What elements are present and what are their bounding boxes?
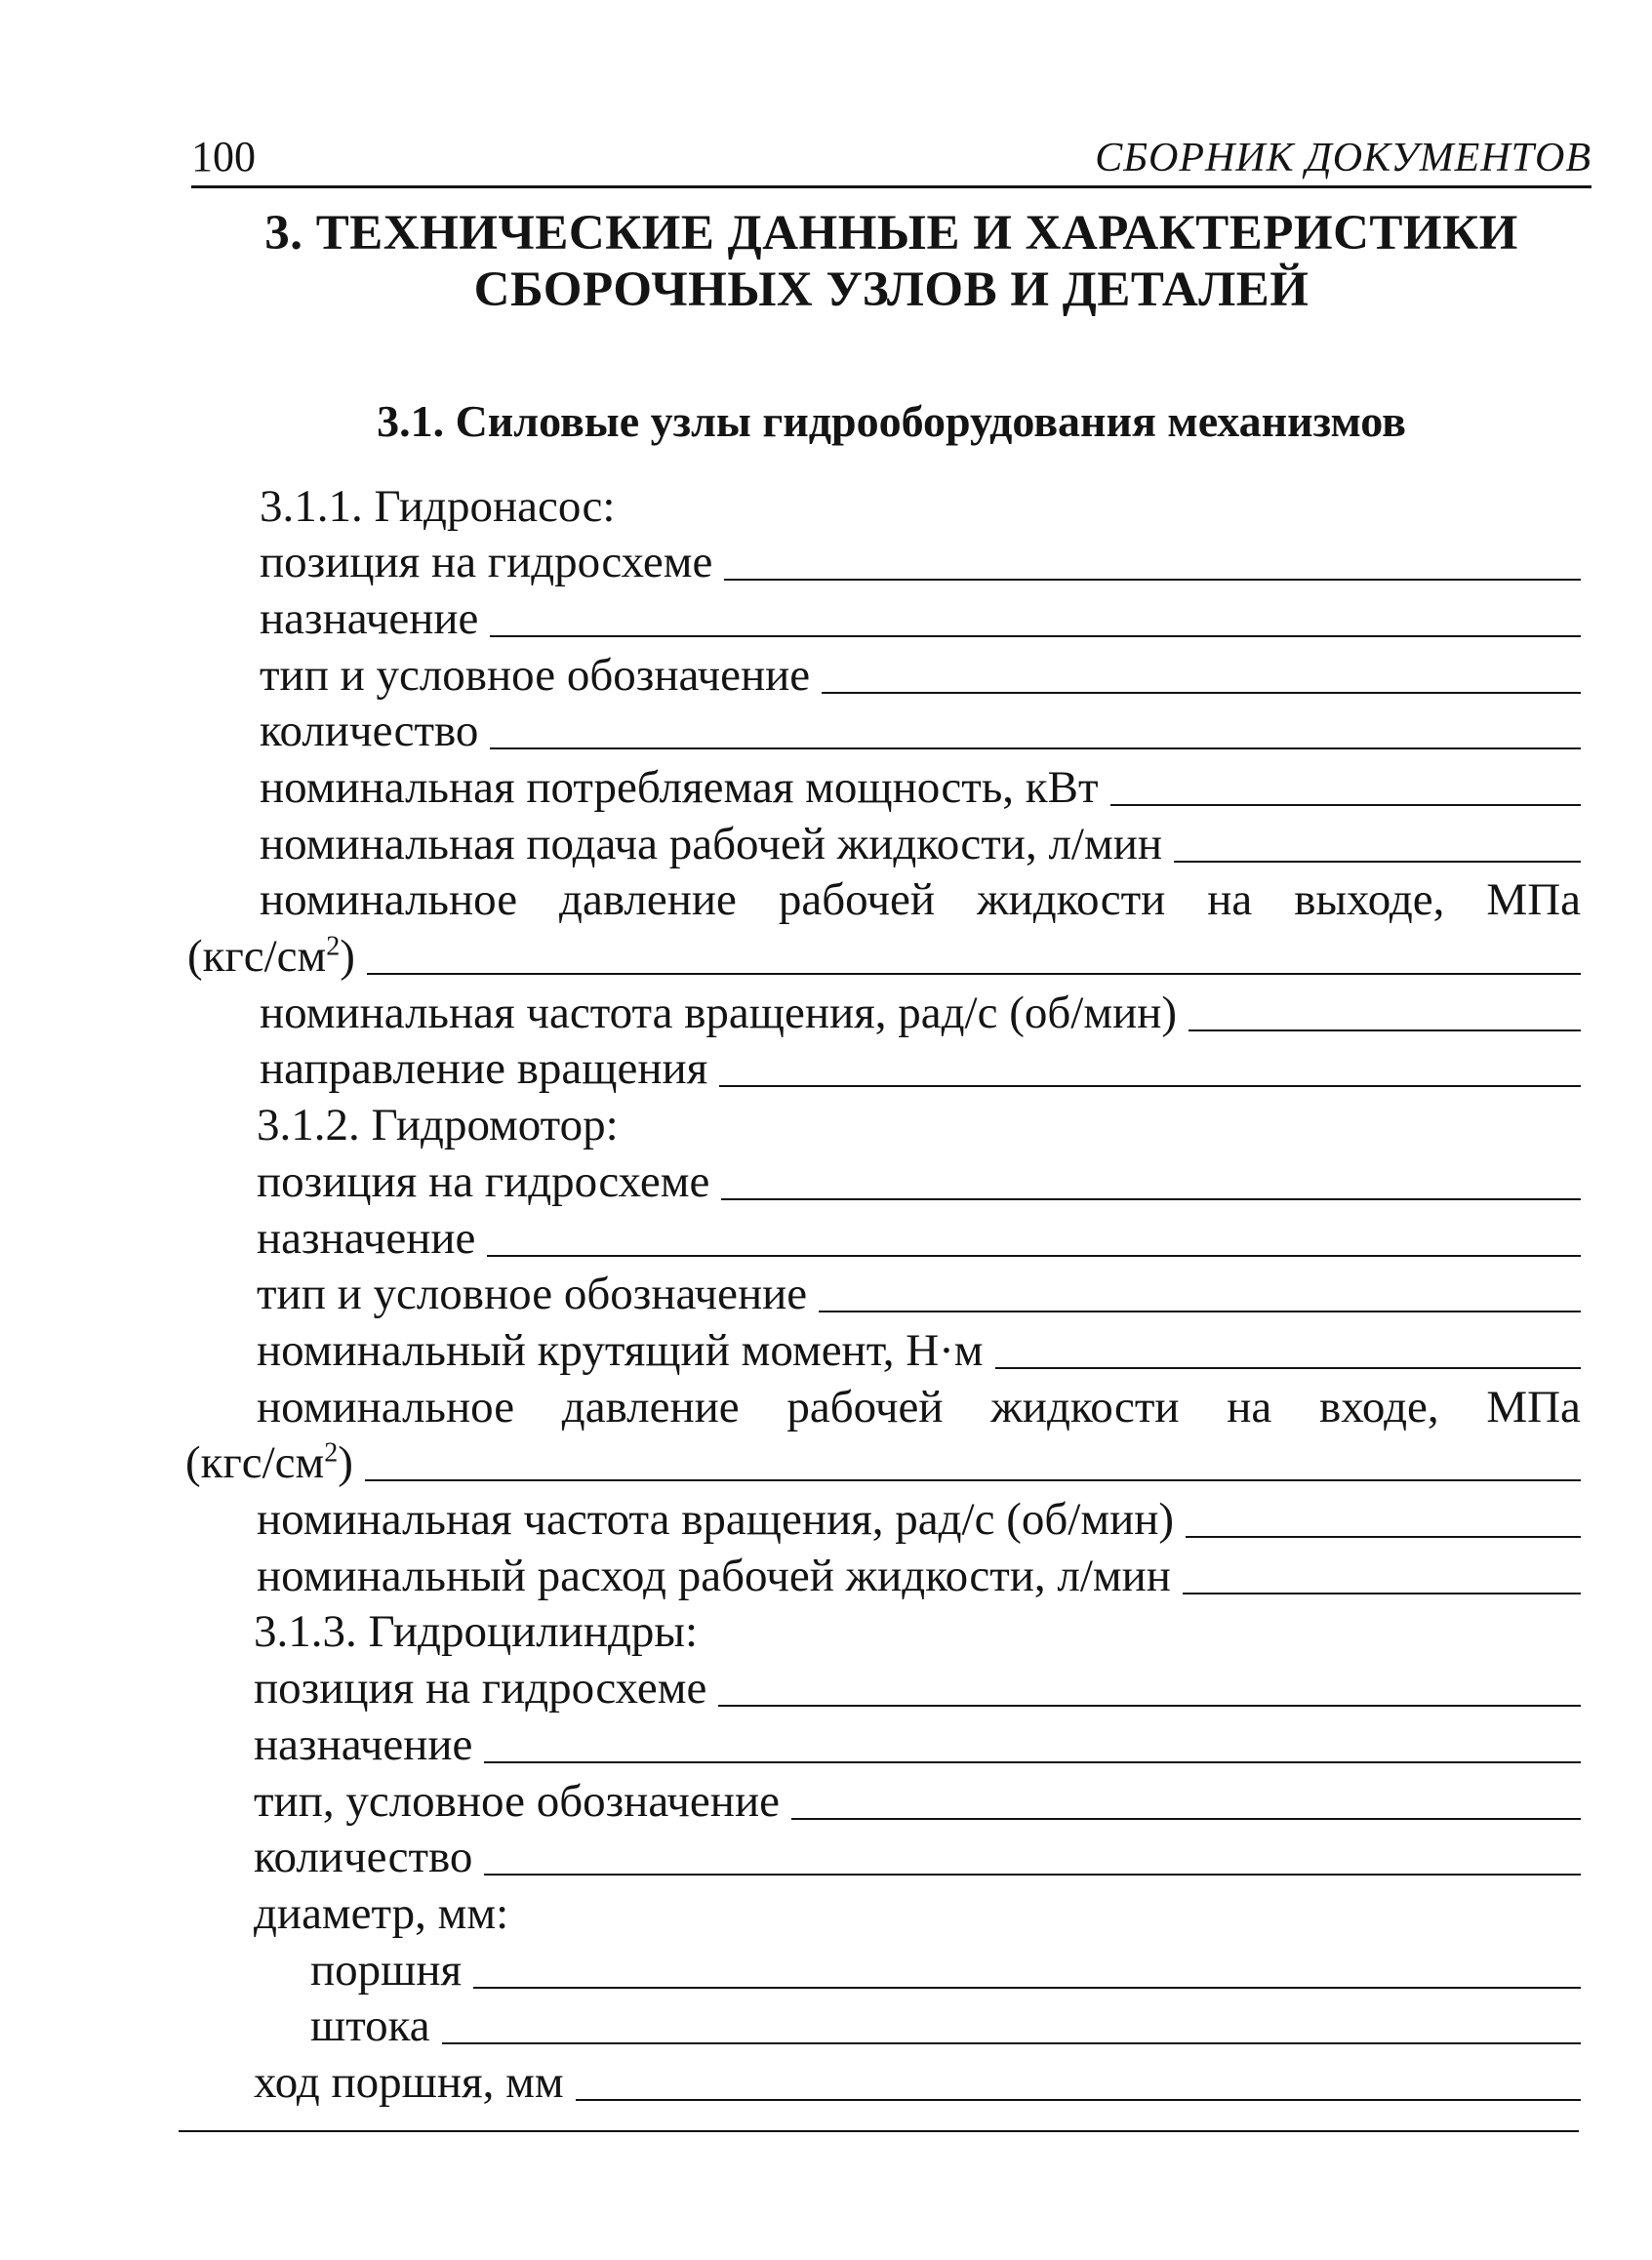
- cyl-diameter-label: диаметр, мм:: [254, 1888, 509, 1939]
- cyl-quantity-label: количество: [254, 1832, 473, 1882]
- pump-speed-line: [260, 985, 1581, 1039]
- motor-torque-line: [257, 1322, 1581, 1377]
- pump-purpose-line: [260, 590, 1581, 645]
- pump-pressure-word: рабочей: [778, 874, 936, 925]
- pump-pressure-word: на: [1207, 874, 1253, 925]
- pump-position-blank[interactable]: [724, 579, 1581, 581]
- pump-purpose-blank[interactable]: [490, 635, 1581, 637]
- chapter-title-line-1: 3. ТЕХНИЧЕСКИЕ ДАННЫЕ И ХАРАКТЕРИСТИКИ: [264, 206, 1518, 261]
- motor-torque-blank[interactable]: [995, 1367, 1581, 1369]
- motor-pressure-word: давление: [561, 1382, 740, 1433]
- motor-consumption-label: номинальный расход рабочей жидкости, л/мин: [257, 1551, 1171, 1601]
- motor-speed-label: номинальная частота вращения, рад/с (об/мин): [257, 1494, 1175, 1545]
- pump-pressure-line: [187, 928, 1581, 983]
- cyl-purpose-label: назначение: [254, 1719, 473, 1770]
- motor-purpose-label: назначение: [257, 1213, 476, 1264]
- motor-pressure-text: [257, 1379, 1581, 1433]
- motor-pressure-word: на: [1227, 1382, 1272, 1433]
- motor-pressure-word: входе,: [1319, 1382, 1439, 1433]
- pump-speed-blank[interactable]: [1189, 1029, 1581, 1031]
- pump-direction-line: [260, 1040, 1581, 1095]
- pump-pressure-text: [260, 871, 1581, 926]
- cyl-quantity-blank[interactable]: [484, 1874, 1581, 1876]
- pump-flow-blank[interactable]: [1174, 861, 1581, 863]
- motor-purpose-blank[interactable]: [487, 1255, 1581, 1257]
- pump-quantity-label: количество: [260, 706, 479, 756]
- pump-pressure-blank[interactable]: [367, 973, 1581, 975]
- motor-type-label: тип и условное обозначение: [257, 1269, 808, 1319]
- pump-pressure-word: жидкости: [977, 874, 1166, 925]
- cyl-stroke-blank[interactable]: [576, 2099, 1581, 2101]
- pump-pressure-word: выходе,: [1294, 874, 1445, 925]
- cyl-rod-line: [310, 1998, 1581, 2052]
- cyl-rod-blank[interactable]: [442, 2042, 1581, 2044]
- cyl-position-line: [254, 1660, 1581, 1715]
- cyl-purpose-line: [254, 1716, 1581, 1771]
- motor-purpose-line: [257, 1210, 1581, 1265]
- cyl-stroke-label: ход поршня, мм: [254, 2057, 564, 2108]
- pump-direction-label: направление вращения: [260, 1043, 708, 1094]
- pump-purpose-label: назначение: [260, 593, 479, 644]
- pump-pressure-word: номинальное: [260, 874, 518, 925]
- cylinders-heading: 3.1.3. Гидроцилиндры:: [254, 1606, 699, 1657]
- cyl-piston-line: [310, 1942, 1581, 1997]
- pump-quantity-line: [260, 703, 1581, 757]
- pump-pressure-unit: $(кгс/см^2)$: [187, 931, 355, 982]
- motor-type-line: [257, 1266, 1581, 1320]
- cyl-quantity-line: [254, 1829, 1581, 1883]
- pump-flow-label: номинальная подача рабочей жидкости, л/мин: [260, 819, 1163, 869]
- motor-position-line: [257, 1153, 1581, 1208]
- cyl-stroke-line: [254, 2054, 1581, 2109]
- cyl-position-label: позиция на гидросхеме: [254, 1663, 707, 1714]
- pump-pressure-word: давление: [559, 874, 737, 925]
- motor-pressure-unit: $(кгс/см^2)$: [185, 1437, 353, 1488]
- pump-power-label: номинальная потребляемая мощность, кВт: [260, 762, 1099, 813]
- motor-pressure-line: [185, 1434, 1581, 1489]
- motor-type-blank[interactable]: [819, 1311, 1581, 1312]
- page-number: 100: [191, 133, 256, 181]
- pump-position-label: позиция на гидросхеме: [260, 537, 713, 587]
- motor-speed-line: [257, 1491, 1581, 1546]
- pump-pressure-word: МПа: [1486, 874, 1581, 925]
- cyl-position-blank[interactable]: [718, 1705, 1581, 1707]
- motor-position-blank[interactable]: [721, 1198, 1581, 1200]
- motor-pressure-word: рабочей: [786, 1382, 944, 1433]
- pump-flow-line: [260, 816, 1581, 870]
- cyl-piston-label: поршня: [310, 1945, 463, 1996]
- motor-pressure-blank[interactable]: [365, 1479, 1581, 1481]
- pump-power-line: [260, 759, 1581, 814]
- motor-pressure-word: жидкости: [990, 1382, 1180, 1433]
- pump-type-line: [260, 647, 1581, 702]
- motor-position-label: позиция на гидросхеме: [257, 1156, 710, 1207]
- bottom-rule: [179, 2130, 1579, 2132]
- pump-type-blank[interactable]: [822, 692, 1581, 694]
- page-header: [191, 127, 1592, 188]
- section-heading: 3.1. Силовые узлы гидрооборудования механизмов: [377, 396, 1406, 446]
- motor-consumption-line: [257, 1548, 1581, 1602]
- chapter-title-line-2: СБОРОЧНЫХ УЗЛОВ И ДЕТАЛЕЙ: [473, 262, 1310, 317]
- cyl-type-blank[interactable]: [791, 1818, 1581, 1820]
- cyl-purpose-blank[interactable]: [484, 1761, 1581, 1763]
- cyl-piston-blank[interactable]: [473, 1987, 1581, 1989]
- motor-pressure-word: номинальное: [257, 1382, 515, 1433]
- cyl-type-label: тип, условное обозначение: [254, 1776, 780, 1827]
- pump-direction-blank[interactable]: [719, 1085, 1581, 1087]
- pump-quantity-blank[interactable]: [490, 747, 1581, 749]
- pump-heading: 3.1.1. Гидронасос:: [260, 481, 616, 532]
- motor-torque-label: номинальный крутящий момент, Н·м: [257, 1325, 984, 1376]
- motor-pressure-word: МПа: [1486, 1382, 1581, 1433]
- motor-consumption-blank[interactable]: [1183, 1593, 1581, 1594]
- motor-heading: 3.1.2. Гидромотор:: [257, 1100, 619, 1150]
- motor-speed-blank[interactable]: [1186, 1536, 1581, 1538]
- pump-position-line: [260, 534, 1581, 588]
- pump-type-label: тип и условное обозначение: [260, 650, 811, 701]
- running-title: СБОРНИК ДОКУМЕНТОВ: [1095, 136, 1592, 181]
- cyl-rod-label: штока: [310, 2000, 430, 2051]
- cyl-type-line: [254, 1773, 1581, 1828]
- pump-power-blank[interactable]: [1110, 804, 1582, 806]
- pump-speed-label: номинальная частота вращения, рад/с (об/мин): [260, 988, 1178, 1038]
